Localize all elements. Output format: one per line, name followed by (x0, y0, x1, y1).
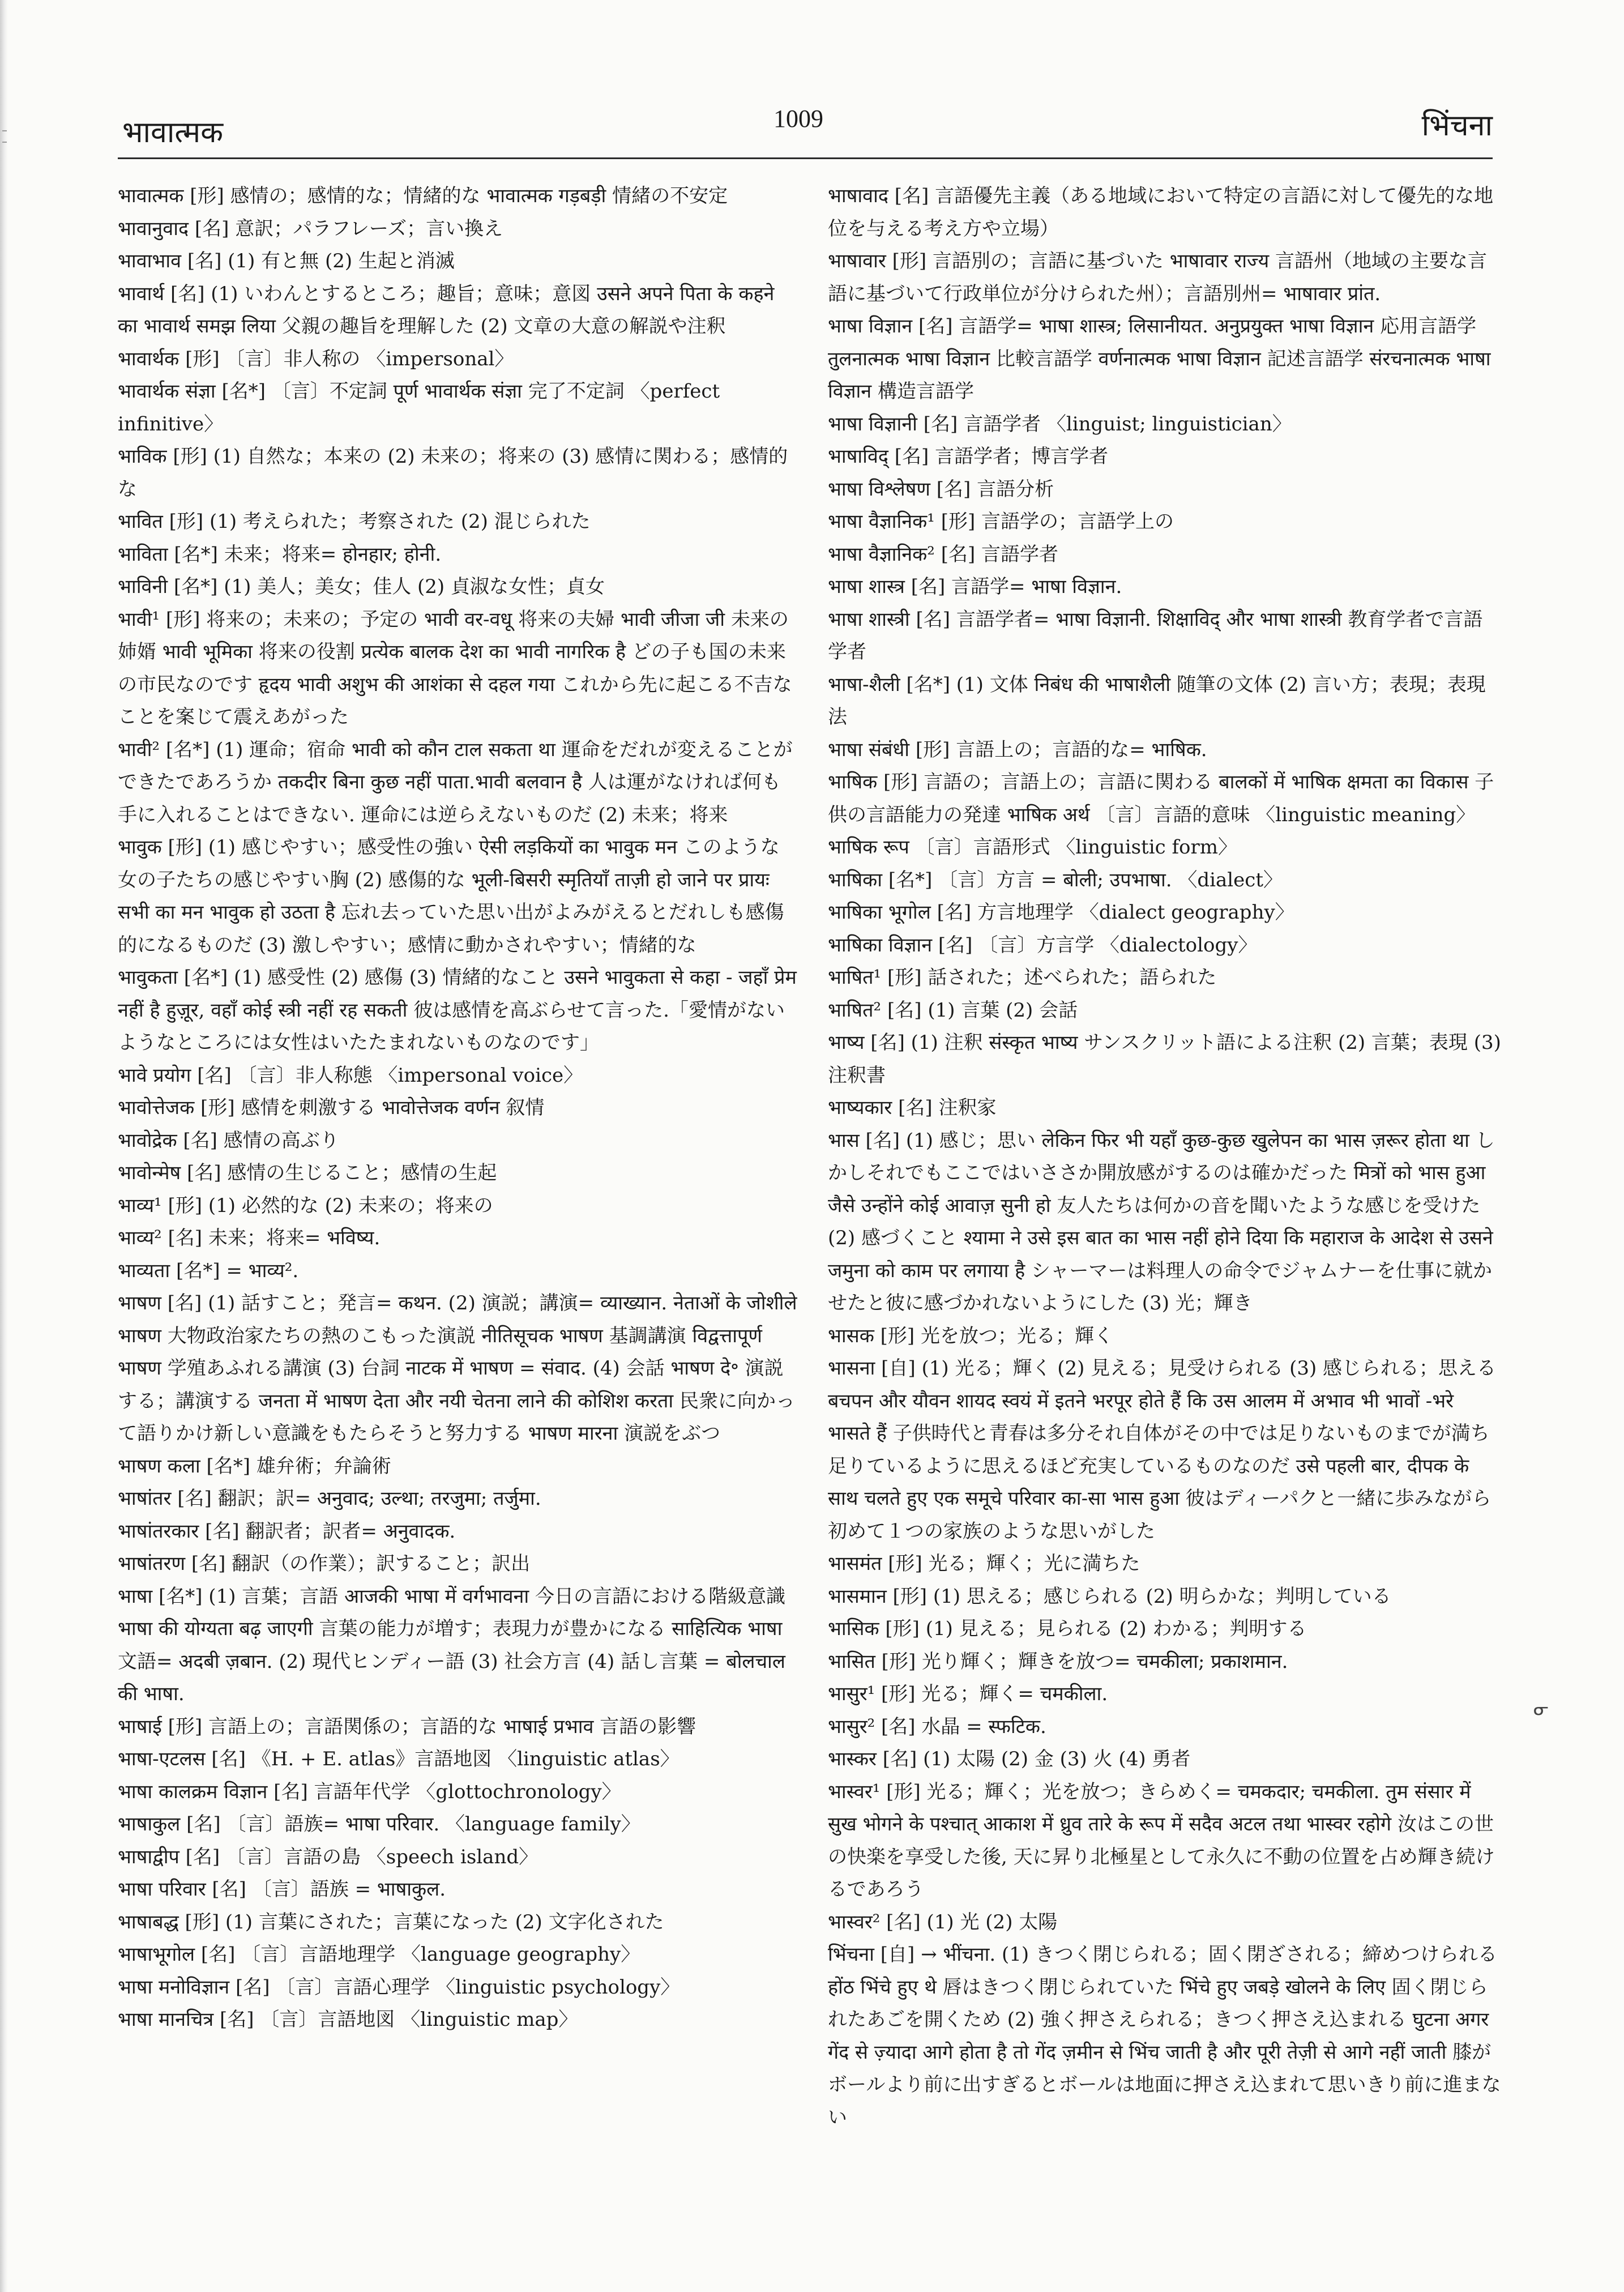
dictionary-entry (828, 929, 1502, 962)
dictionary-entry (118, 1450, 797, 1483)
dictionary-entry (118, 441, 797, 506)
dictionary-entry (828, 766, 1502, 864)
dictionary-entry (828, 571, 1502, 604)
entry-text: भावी¹ [形] 将来の；未来の；予定の भावी वर-वधू 将来の夫婦 भावी जीजा जी 未来の姉婿 भावी भूमिका 将来の役割 प्रत्येक बालक देश का भावी नागरिक है どの子も国の未来の市民なのです हृदय भावी अशुभ की आशंका से दहल गया これから先に起こる不吉なことを案じて震えあがった (118, 608, 792, 728)
dictionary-entry (828, 1939, 1502, 2134)
header-rule (118, 157, 1493, 159)
entry-text: भावार्थ [名] (1) いわんとするところ；趣旨；意味；意図 उसने अपने पिता के कहने का भावार्थ समझ लिया 父親の趣旨を理解した (2) 文章の大意の解説や注釈 (118, 282, 781, 338)
entry-text: भाषा [名*] (1) 言葉；言語 आजकी भाषा में वर्गभावना 今日の言語における階級意識 भाषा की योग्यता बढ़ जाएगी 言葉の能力が増す；表現力が豊かになる साहित्यिक भाषा 文語= अदबी ज़बान. (2) 現代ヒンディー語 (3) 社会方言 (4) 話し言葉 = बोलचाल की भाषा. (118, 1585, 792, 1705)
entry-text: भासक [形] 光を放つ；光る；輝く (828, 1324, 1113, 1347)
dictionary-entry (118, 1873, 797, 1906)
scan-edge-shadow (0, 0, 8, 2292)
dictionary-entry (828, 1613, 1502, 1646)
entry-text: भावोन्मेष [名] 感情の生じること；感情の生起 (118, 1162, 497, 1184)
dictionary-entry (118, 1971, 797, 2004)
dictionary-entry (828, 1027, 1507, 1092)
entry-text: भावे प्रयोग [名] 〔言〕非人称態 〈impersonal voice〉 (118, 1064, 583, 1087)
dictionary-entry (828, 1646, 1502, 1679)
dictionary-entry (118, 831, 797, 962)
entry-text: भास्वर² [名] (1) 光 (2) 太陽 (828, 1910, 1058, 1934)
entry-text: भाषित¹ [形] 話された；述べられた；語られた (828, 966, 1217, 989)
dictionary-entry (828, 864, 1502, 897)
entry-text: भास्वर¹ [形] 光る；輝く；光を放つ；きらめく= चमकदार; चमकीला. तुम संसार में सुख भोगने के पश्चात् आकाश में ध्रुव तारे के रूप में सदैव अटल तथा भास्वर रहोगे 汝はこの世の快楽を享受した後, 天に昇り北極星として永久に不動の位置を占め輝き続けるであろう (828, 1780, 1495, 1901)
entry-text: भाव्य¹ [形] (1) 必然的な (2) 未来の；将来の (118, 1194, 493, 1217)
dictionary-entry (118, 343, 797, 376)
dictionary-entry (118, 1060, 797, 1092)
entry-text: भाषा वैज्ञानिक² [名] 言語学者 (828, 543, 1059, 566)
dictionary-entry (118, 180, 797, 213)
dictionary-entry (118, 1092, 797, 1125)
entry-text: भावी² [名*] (1) 運命；宿命 भावी को कौन टाल सकता था 運命をだれが変えることができたであろうか तकदीर बिना कुछ नहीं पाता.भावी बलवान है 人は運がなければ何も手に入れることはできない. 運命には逆らえないものだ (2) 未来；将来 (118, 738, 793, 826)
entry-text: भाविता [名*] 未来；将来= होनहार; होनी. (118, 543, 442, 566)
entry-text: भाषण [名] (1) 話すこと；発言= कथन. (2) 演説；講演= व्याख्यान. नेताओं के जोशीले भाषण 大物政治家たちの熱のこもった演説 नीतिसूचक भाषण 基調講演 विद्वत्तापूर्ण भाषण 学殖あふれる講演 (3) 台詞 नाटक में भाषण = संवाद. (4) 会話 भाषण दे॰ 演説する；講演する जनता में भाषण देता और नयी चेतना लाने की कोशिश करता 民衆に向かって語りかけ新しい意識をもたらそうと努力する भाषण मारना 演説をぶつ (118, 1292, 804, 1445)
entry-text: भाषांतरण [名] 翻訳（の作業）；訳すること；訳出 (118, 1552, 531, 1575)
dictionary-entry (118, 1808, 797, 1841)
entry-text: भाषा विज्ञान [名] 言語学= भाषा शास्त्र; लिसानीयत. अनुप्रयुक्त भाषा विज्ञान 応用言語学 तुलनात्मक भाषा विज्ञान 比較言語学 वर्णनात्मक भाषा विज्ञान 記述言語学 संरचनात्मक भाषा विज्ञान 構造言語学 (828, 315, 1497, 403)
dictionary-entry (828, 1776, 1502, 1906)
dictionary-entry (118, 1516, 797, 1548)
entry-text: भाषाकुल [名] 〔言〕語族= भाषा परिवार. 〈language family〉 (118, 1813, 640, 1836)
entry-text: भावार्थक संज्ञा [名*] 〔言〕不定詞 पूर्ण भावार्थक संज्ञा 完了不定詞 〈perfect infinitive〉 (118, 380, 726, 436)
entry-text: भाषिक [形] 言語の；言語上の；言語に関わる बालकों में भाषिक क्षमता का विकास 子供の言語能力の発達 भाषिक अर्थ 〔言〕言語的意味 〈linguistic meaning〉 भाषिक रूप 〔言〕言語形式 〈linguistic form〉 (828, 771, 1494, 859)
dictionary-entry (118, 1190, 797, 1223)
dictionary-entry (118, 571, 797, 604)
dictionary-entry (118, 1906, 797, 1939)
entry-text: भाषा शास्त्री [名] 言語学者= भाषा विज्ञानी. शिक्षाविद् और भाषा शास्त्री 教育学者で言語学者 (828, 608, 1483, 663)
dictionary-entry (828, 180, 1502, 245)
dictionary-entry (118, 1125, 797, 1158)
dictionary-entry (828, 669, 1502, 734)
dictionary-entry (828, 506, 1502, 539)
dictionary-entry (828, 473, 1502, 506)
dictionary-entry (828, 1906, 1502, 1939)
dictionary-entry (118, 1581, 797, 1711)
left-column (118, 180, 804, 2037)
entry-text: भावुक [形] (1) 感じやすい；感受性の強い ऐसी लड़कियों का भावुक मन このような女の子たちの感じやすい胸 (2) 感傷的な भूली-बिसरी स्मृतियाँ ताज़ी हो जाने पर प्रायः सभी का मन भावुक हो उठता है 忘れ去っていた思い出がよみがえるとだれしも感傷的になるものだ (3) 激しやすい；感情に動かされやすい；情緒的な (118, 836, 784, 957)
dictionary-entry (118, 1287, 804, 1450)
entry-text: भाव्यता [名*] = भाव्य². (118, 1259, 299, 1282)
dictionary-entry (828, 1320, 1502, 1353)
dictionary-entry (118, 1255, 797, 1288)
dictionary-entry (118, 1776, 797, 1809)
entry-text: भाविक [形] (1) 自然な；本来の (2) 未来の；将来の (3) 感情に関わる；感情的な (118, 445, 788, 501)
entry-text: भाषाविद् [名] 言語学者；博言学者 (828, 445, 1109, 468)
entry-text: भाष्यकार [名] 注釈家 (828, 1096, 997, 1119)
dictionary-entry (828, 441, 1502, 473)
entry-text: भाषावाद [名] 言語優先主義（ある地域において特定の言語に対して優先的な地位を与える考え方や立場） (828, 185, 1494, 240)
dictionary-entry (118, 604, 797, 734)
dictionary-entry (828, 408, 1502, 441)
dictionary-entry (828, 1581, 1502, 1614)
entry-text: भाषाद्वीप [名] 〔言〕言語の島 〈speech island〉 (118, 1845, 539, 1868)
dictionary-entry (118, 962, 803, 1060)
page-number: 1009 (773, 105, 823, 133)
entry-text: भावित [形] (1) 考えられた；考察された (2) 混じられた (118, 510, 591, 533)
header-left-headword: भावात्मक (122, 116, 224, 150)
dictionary-entry (828, 1352, 1502, 1548)
entry-text: भासिक [形] (1) 見える；見られる (2) わかる；判明する (828, 1617, 1307, 1640)
dictionary-entry (118, 278, 797, 343)
dictionary-entry (828, 1678, 1502, 1711)
entry-text: भाषा-शैली [名*] (1) 文体 निबंध की भाषाशैली 随筆の文体 (2) 言い方；表現；表現法 (828, 673, 1486, 728)
entry-text: भाषित² [名] (1) 言葉 (2) 会話 (828, 998, 1078, 1022)
dictionary-entry (828, 1092, 1502, 1125)
dictionary-entry (828, 897, 1502, 929)
entry-text: भाषांतरकार [名] 翻訳者；訳者= अनुवादक. (118, 1520, 456, 1543)
dictionary-entry (118, 1711, 797, 1744)
entry-text: भावोद्रेक [名] 感情の高ぶり (118, 1129, 339, 1152)
dictionary-entry (828, 962, 1502, 995)
entry-text: भाषाई [形] 言語上の；言語関係の；言語的な भाषाई प्रभाव 言語の影響 (118, 1715, 696, 1738)
dictionary-entry (828, 604, 1502, 669)
dictionary-entry (828, 995, 1502, 1027)
entry-text: भाष्य [名] (1) 注釈 संस्कृत भाष्य サンスクリット語による注釈 (2) 言葉；表現 (3) 注釈書 (828, 1031, 1507, 1087)
entry-text: भास [名] (1) 感じ；思い लेकिन फिर भी यहाँ कुछ-कुछ खुलेपन का भास ज़रूर होता था しかしそれでもここではいささか開放感がするのは確かだった मित्रों को भास हुआ जैसे उन्होंने कोई आवाज़ सुनी हो 友人たちは何かの音を聞いたような感じを受けた (2) 感づくこと श्यामा ने उसे इस बात का भास नहीं होने दिया कि महाराज के आदेश से उसने जमुना को काम पर लगाया है シャーマーは料理人の命令でジャムナーを仕事に就かせたと彼に感づかれないようにした (3) 光；輝き (828, 1129, 1499, 1314)
entry-text: भाषाभूगोल [名] 〔言〕言語地理学 〈language geography〉 (118, 1943, 640, 1966)
entry-text: भावाभाव [名] (1) 有と無 (2) 生起と消滅 (118, 250, 455, 272)
dictionary-entry (118, 2004, 797, 2037)
dictionary-entry (118, 1222, 797, 1255)
dictionary-entry (828, 1743, 1502, 1776)
entry-text: भाषा कालक्रम विज्ञान [名] 言語年代学 〈glottochronology〉 (118, 1780, 621, 1803)
dictionary-entry (118, 245, 797, 278)
dictionary-entry (828, 310, 1502, 408)
entry-text: भाविनी [名*] (1) 美人；美女；佳人 (2) 貞淑な女性；貞女 (118, 575, 605, 598)
dictionary-entry (118, 213, 797, 246)
dictionary-entry (118, 506, 797, 539)
entry-text: भाषिका विज्ञान [名] 〔言〕方言学 〈dialectology〉 (828, 933, 1258, 957)
page-header (122, 102, 1493, 153)
margin-mark: ᓂ (1533, 1698, 1549, 1719)
entry-text: भावार्थक [形] 〔言〕非人称の 〈impersonal〉 (118, 347, 514, 370)
dictionary-entry (118, 375, 797, 441)
entry-text: भासमान [形] (1) 思える；感じられる (2) 明らかな；判明している (828, 1585, 1391, 1608)
entry-text: भाषा शास्त्र [名] 言語学= भाषा विज्ञान. (828, 575, 1122, 598)
entry-text: भाषांतर [名] 翻訳；訳= अनुवाद; उल्था; तरजुमा; तर्जुमा. (118, 1487, 541, 1510)
dictionary-entry (118, 734, 797, 832)
entry-text: भासुर¹ [形] 光る；輝く= चमकीला. (828, 1683, 1108, 1705)
entry-text: भासुर² [名] 水晶 = स्फटिक. (828, 1715, 1046, 1738)
dictionary-entry (828, 245, 1502, 310)
entry-text: भाषा विज्ञानी [名] 言語学者 〈linguist; linguistician〉 (828, 412, 1292, 436)
entry-text: भाषिका [名*] 〔言〕方言 = बोली; उपभाषा. 〈dialect〉 (828, 868, 1283, 891)
entry-text: भाषा वैज्ञानिक¹ [形] 言語学の；言語学上の (828, 510, 1174, 533)
scan-edge-mark (2, 142, 7, 143)
entry-text: भाव्य² [名] 未来；将来= भविष्य. (118, 1227, 381, 1249)
entry-text: भाषाबद्ध [形] (1) 言葉にされた；言葉になった (2) 文字化された (118, 1910, 664, 1934)
header-right-headword: भिंचना (1421, 109, 1493, 143)
entry-text: भाषा-एटलस [名] 《H. + E. atlas》言語地図 〈linguistic atlas〉 (118, 1748, 679, 1770)
entry-text: भाषा परिवार [名] 〔言〕語族 = भाषाकुल. (118, 1878, 446, 1901)
entry-text: भाषण कला [名*] 雄弁術；弁論術 (118, 1454, 391, 1478)
entry-text: भासित [形] 光り輝く；輝きを放つ= चमकीला; प्रकाशमान. (828, 1650, 1288, 1673)
entry-text: भाषा विश्लेषण [名] 言語分析 (828, 477, 1054, 501)
dictionary-entry (828, 734, 1502, 767)
dictionary-entry (828, 1125, 1502, 1320)
entry-text: भाषा मनोविज्ञान [名] 〔言〕言語心理学 〈linguistic psychology〉 (118, 1975, 680, 1999)
entry-text: भावानुवाद [名] 意訳；パラフレーズ；言い換え (118, 217, 503, 240)
dictionary-entry (118, 539, 797, 571)
entry-text: भाषावार [形] 言語別の；言語に基づいた भाषावार राज्य 言語州（地域の主要な言語に基づいて行政単位が分けられた州）；言語別州= भाषावार प्रांत. (828, 250, 1488, 305)
dictionary-entry (118, 1743, 797, 1776)
entry-text: भावोत्तेजक [形] 感情を刺激する भावोत्तेजक वर्णन 叙情 (118, 1096, 545, 1119)
entry-text: भाषा मानचित्र [名] 〔言〕言語地図 〈linguistic map〉 (118, 2008, 578, 2031)
dictionary-entry (118, 1939, 797, 1971)
entry-text: भावुकता [名*] (1) 感受性 (2) 感傷 (3) 情緒的なこと उसने भावुकता से कहा - जहाँ प्रेम नहीं है हुज़ूर, वहाँ कोई स्त्री नहीं रह सकती 彼は感情を高ぶらせて言った.「愛情がないようなところには女性はいたたまれないものなのです」 (118, 966, 803, 1054)
entry-text: भावात्मक [形] 感情の；感情的な；情緒的な भावात्मक गड़बड़ी 情緒の不安定 (118, 185, 728, 207)
dictionary-entry (118, 1841, 797, 1874)
dictionary-entry (118, 1483, 797, 1516)
scan-edge-mark (2, 130, 7, 131)
right-column (828, 180, 1507, 2134)
entry-text: भास्कर [名] (1) 太陽 (2) 金 (3) 火 (4) 勇者 (828, 1748, 1191, 1770)
entry-text: भाषिका भूगोल [名] 方言地理学 〈dialect geography〉 (828, 901, 1294, 924)
dictionary-entry (828, 1711, 1502, 1744)
dictionary-entry (118, 1548, 797, 1581)
entry-text: भाषा संबंधी [形] 言語上の；言語的な= भाषिक. (828, 738, 1207, 761)
dictionary-entry (828, 1548, 1502, 1581)
dictionary-entry (828, 539, 1502, 571)
dictionary-entry (118, 1157, 797, 1190)
entry-text: भासमंत [形] 光る；輝く；光に満ちた (828, 1552, 1140, 1575)
entry-text: भिंचना [自] → भींचना. (1) きつく閉じられる；固く閉ざされる；締めつけられる होंठ भिंचे हुए थे 唇はきつく閉じられていた भिंचे हुए जबड़े खोलने के लिए 固く閉じられたあごを開くため (2) 強く押さえられる；きつく押さえ込まれる घुटना अगर गेंद से ज़्यादा आगे होता है तो गेंद ज़मीन से भिंच जाती है और पूरी तेज़ी से आगे नहीं जाती 膝がボールより前に出すぎるとボールは地面に押さえ込まれて思いきり前に進まない (828, 1943, 1503, 2129)
entry-text: भासना [自] (1) 光る；輝く (2) 見える；見受けられる (3) 感じられる；思える बचपन और यौवन शायद स्वयं में इतने भरपूर होते हैं कि उस आलम में अभाव भी भावों -भरे भासते हैं 子供時代と青春は多分それ自体がその中では足りないものまでが満ち足りているように思えるほど充実しているものなのだ उसे पहली बार, दीपक के साथ चलते हुए एक समूचे परिवार का-सा भास हुआ 彼はディーパクと一緒に歩みながら初めて１つの家族のような思いがした (828, 1357, 1502, 1543)
